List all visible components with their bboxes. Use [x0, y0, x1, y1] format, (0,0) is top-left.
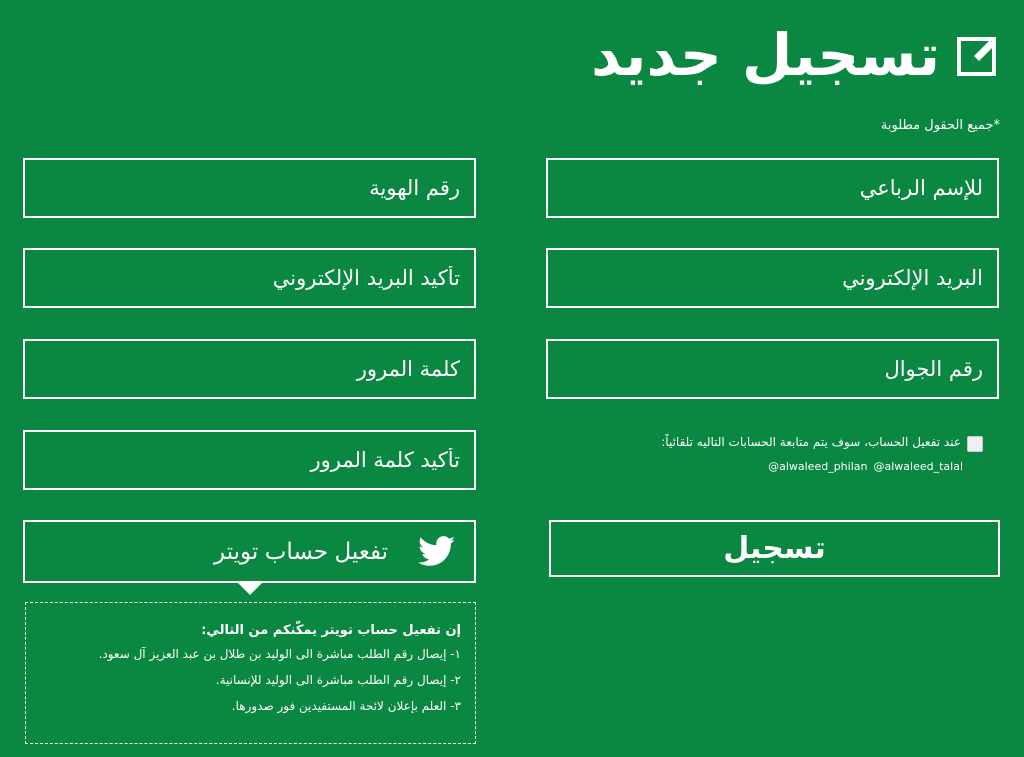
follow-handle: @alwaleed_talal [873, 460, 963, 473]
follow-accounts-text: عند تفعيل الحساب، سوف يتم متابعة الحسابات التاليه تلقائياً: [661, 435, 961, 449]
activate-twitter-button[interactable] [23, 520, 476, 583]
id-number-field-box [23, 158, 476, 218]
activate-twitter-label: تفعيل حساب تويتر [214, 538, 388, 564]
follow-accounts-block [546, 432, 999, 473]
full-name-field-box [546, 158, 999, 218]
twitter-benefits-heading: إن تفعيل حساب تويتر يمكّنكم من التالي: [201, 623, 461, 638]
confirm-password-field-box [23, 430, 476, 490]
confirm-email-field-box [23, 248, 476, 308]
list-item: ٣- العلم بإعلان لائحة المستفيدين فور صدورها. [231, 699, 461, 713]
register-button[interactable]: تسجيل [549, 520, 1000, 577]
page-title: تسجيل جديد [591, 21, 940, 89]
twitter-bird-icon [418, 536, 456, 568]
edit-icon [956, 33, 1000, 77]
follow-handles [546, 460, 963, 473]
password-field-box [23, 339, 476, 399]
twitter-benefits-box [25, 602, 476, 744]
email-field-box [546, 248, 999, 308]
follow-accounts-checkbox[interactable] [967, 436, 983, 452]
confirm-email-input[interactable] [25, 250, 474, 306]
password-input[interactable] [25, 341, 474, 397]
mobile-field-box [546, 339, 999, 399]
full-name-input[interactable] [548, 160, 997, 216]
page-header [591, 22, 1000, 88]
confirm-password-input[interactable] [25, 432, 474, 488]
required-fields-note: *جميع الحقول مطلوبة [880, 118, 1000, 133]
tooltip-pointer [238, 583, 262, 595]
email-input[interactable] [548, 250, 997, 306]
mobile-input[interactable] [548, 341, 997, 397]
list-item: ١- إيصال رقم الطلب مباشرة الى الوليد بن طلال بن عبد العزيز آل سعود. [98, 647, 461, 661]
follow-handle: @alwaleed_philan [768, 460, 868, 473]
follow-accounts-row [546, 432, 999, 452]
list-item: ٢- إيصال رقم الطلب مباشرة الى الوليد للإنسانية. [215, 673, 461, 687]
id-number-input[interactable] [25, 160, 474, 216]
